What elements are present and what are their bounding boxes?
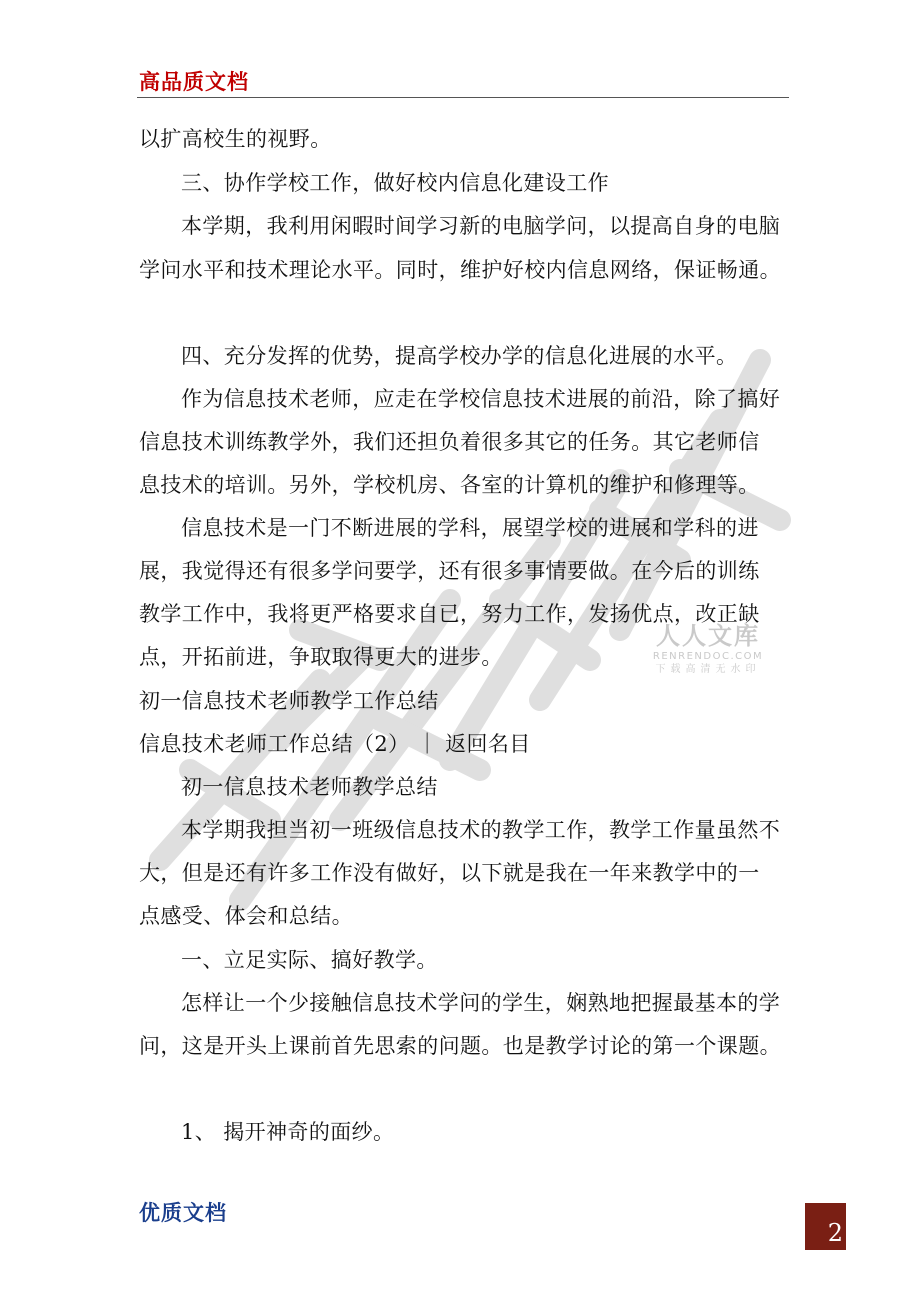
footer-title: 优质文档: [139, 1200, 227, 1225]
body-line: 大，但是还有许多工作没有做好，以下就是我在一年来教学中的一: [139, 861, 760, 885]
body-line: 信息技术是一门不断进展的学科，展望学校的进展和学科的进: [181, 516, 759, 540]
article-title: 初一信息技术老师教学工作总结: [139, 689, 439, 713]
page-number: 2: [827, 1219, 843, 1247]
logo-name: 人人文库: [656, 622, 760, 650]
header-title: 高品质文档: [139, 69, 249, 94]
body-line: 本学期我担当初一班级信息技术的教学工作，教学工作量虽然不: [181, 818, 781, 842]
body-line: 作为信息技术老师，应走在学校信息技术进展的前沿，除了搞好: [181, 387, 781, 411]
logo-domain: RENRENDOC.COM: [652, 651, 764, 662]
body-line: 息技术的培训。另外，学校机房、各室的计算机的维护和修理等。: [139, 473, 760, 497]
body-line: 以扩高校生的视野。: [139, 127, 332, 151]
watermark-logo: [643, 622, 773, 684]
body-line: 点感受、体会和总结。: [139, 904, 353, 928]
logo-tagline: 下载高清无水印: [655, 664, 761, 675]
breadcrumb-link[interactable]: 信息技术老师工作总结（2） ｜ 返回名目: [139, 732, 531, 756]
section-heading: 四、充分发挥的优势，提高学校办学的信息化进展的水平。: [181, 344, 738, 368]
header-divider: [137, 97, 789, 98]
section-heading: 三、协作学校工作，做好校内信息化建设工作: [181, 171, 609, 195]
page-number-badge: [805, 1203, 846, 1250]
body-line: 学问水平和技术理论水平。同时，维护好校内信息网络，保证畅通。: [139, 258, 781, 282]
body-line: 问，这是开头上课前首先思索的问题。也是教学讨论的第一个课题。: [139, 1034, 781, 1058]
body-line: 怎样让一个少接触信息技术学问的学生，娴熟地把握最基本的学: [181, 991, 781, 1015]
body-line: 教学工作中，我将更严格要求自已，努力工作，发扬优点，改正缺: [139, 602, 760, 626]
section-heading: 一、立足实际、搞好教学。: [181, 948, 438, 972]
body-line: 展，我觉得还有很多学问要学，还有很多事情要做。在今后的训练: [139, 559, 760, 583]
article-subtitle: 初一信息技术老师教学总结: [181, 775, 438, 799]
list-item: 1、 揭开神奇的面纱。: [181, 1120, 395, 1144]
body-line: 点，开拓前进，争取取得更大的进步。: [139, 645, 503, 669]
body-line: 本学期，我利用闲暇时间学习新的电脑学问，以提高自身的电脑: [181, 214, 781, 238]
body-line: 信息技术训练教学外，我们还担负着很多其它的任务。其它老师信: [139, 430, 760, 454]
